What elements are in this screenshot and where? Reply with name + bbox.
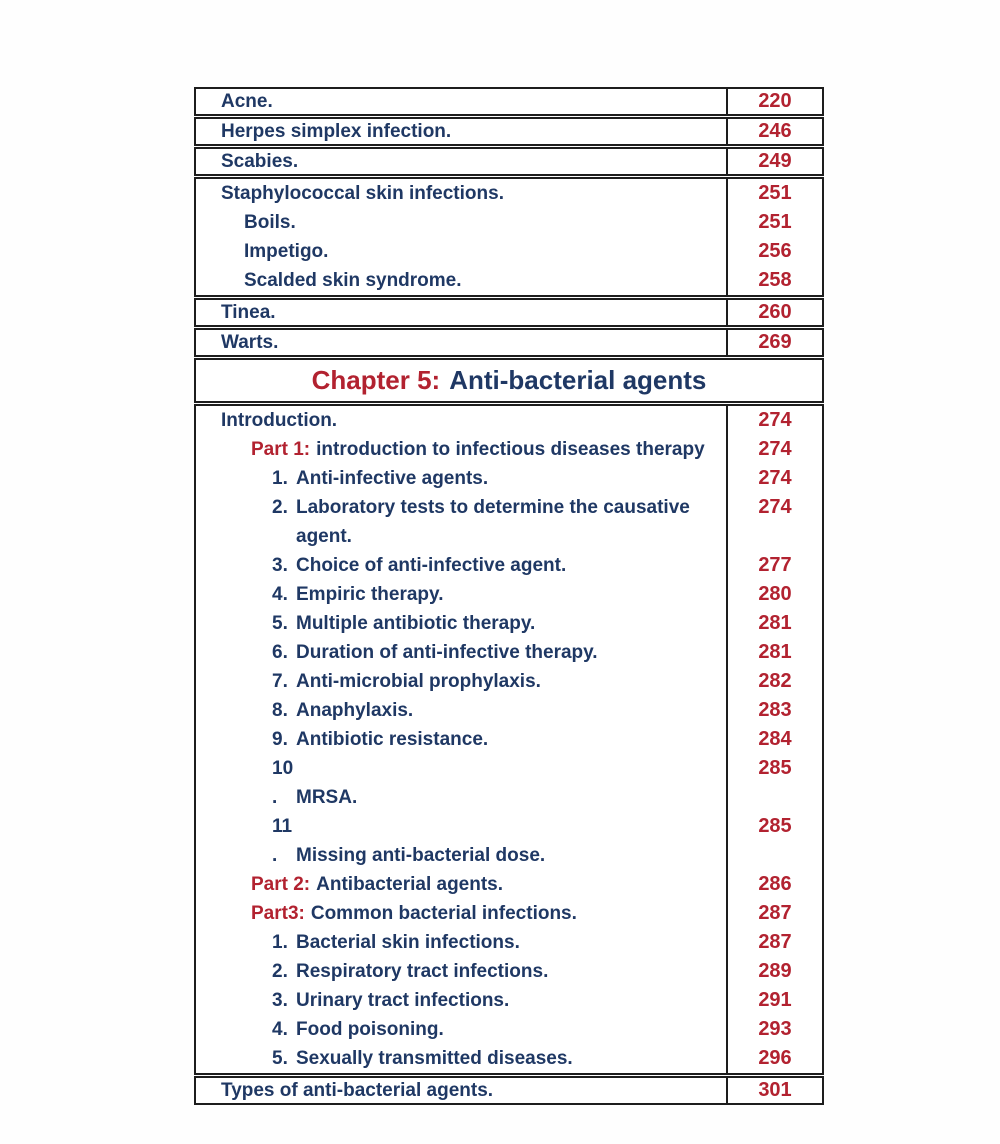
entry-page-cell (726, 957, 822, 986)
toc-entry (196, 812, 822, 870)
entry-title (196, 89, 726, 114)
toc-entry (196, 208, 822, 237)
entry-page-cell (726, 725, 822, 754)
toc-entry (196, 638, 822, 667)
entry-page-cell (726, 435, 822, 464)
toc-entry (196, 464, 822, 493)
entry-page-cell (726, 208, 822, 237)
part-label: Part 2: (251, 874, 311, 895)
entry-page-number: 274 (758, 409, 792, 431)
entry-page-number: 293 (758, 1018, 792, 1040)
entry-page-cell (726, 580, 822, 609)
toc-entry (196, 928, 822, 957)
entry-title (196, 986, 726, 1015)
entry-title-text: Antibacterial agents. (316, 874, 504, 895)
entry-page-cell (726, 406, 822, 435)
entry-page-cell (726, 493, 822, 551)
entry-title (196, 406, 726, 435)
entry-page-cell (726, 609, 822, 638)
part-label: Part 1: (251, 439, 311, 460)
entry-title-text: Bacterial skin infections. (296, 932, 520, 953)
entry-page-cell (726, 638, 822, 667)
entry-title-text: Impetigo. (244, 241, 329, 262)
entry-title-text: Missing anti-bacterial dose. (296, 845, 546, 866)
entry-title-text: Types of anti-bacterial agents. (221, 1080, 494, 1101)
entry-page-cell (726, 149, 822, 174)
entry-title (196, 580, 726, 609)
toc-entry (196, 266, 822, 295)
entry-page-cell (726, 696, 822, 725)
entry-title-text: Scalded skin syndrome. (244, 270, 462, 291)
entry-page-number: 285 (758, 815, 792, 837)
item-number: 9. (272, 729, 288, 750)
entry-page-number: 286 (758, 873, 792, 895)
entry-title (196, 149, 726, 174)
item-number: 5. (272, 1048, 288, 1069)
entry-page-cell (726, 464, 822, 493)
toc-row (194, 1076, 824, 1105)
entry-title (196, 870, 726, 899)
toc-row (194, 298, 824, 327)
chapter-heading-row (194, 358, 824, 403)
entry-title (196, 208, 726, 237)
toc-row (194, 87, 824, 116)
entry-page-cell (726, 1015, 822, 1044)
toc-entry (196, 119, 822, 144)
entry-title-text: Warts. (221, 332, 279, 353)
toc-entry (196, 237, 822, 266)
entry-title (196, 696, 726, 725)
entry-title-text: Sexually transmitted diseases. (296, 1048, 573, 1069)
entry-page-cell (726, 551, 822, 580)
entry-page-number: 281 (758, 641, 792, 663)
entry-page-number: 251 (758, 211, 792, 233)
entry-title-text: MRSA. (296, 787, 358, 808)
entry-title (196, 899, 726, 928)
item-number: 3. (272, 990, 288, 1011)
item-number: 2. (272, 497, 288, 518)
entry-title (196, 179, 726, 208)
entry-title-text: Urinary tract infections. (296, 990, 510, 1011)
entry-title-text: Duration of anti-infective therapy. (296, 642, 598, 663)
toc-entry (196, 300, 822, 325)
entry-page-number: 285 (758, 757, 792, 779)
entry-page-cell (726, 899, 822, 928)
entry-title-text: Respiratory tract infections. (296, 961, 549, 982)
entry-page-number: 260 (758, 301, 792, 323)
toc-entry (196, 870, 822, 899)
entry-title (196, 638, 726, 667)
entry-page-cell (726, 812, 822, 870)
entry-title (196, 435, 726, 464)
entry-title-text: Anti-infective agents. (296, 468, 489, 489)
entry-title (196, 1044, 726, 1073)
item-number: 11. (272, 816, 293, 866)
entry-page-cell (726, 1078, 822, 1103)
entry-title-text: Choice of anti-infective agent. (296, 555, 567, 576)
entry-title-text: Scabies. (221, 151, 299, 172)
toc-entry (196, 330, 822, 355)
toc-row (194, 147, 824, 176)
entry-title-text: Food poisoning. (296, 1019, 444, 1040)
toc-entry (196, 580, 822, 609)
toc-entry (196, 1078, 822, 1103)
chapter-label: Chapter 5: (311, 365, 441, 395)
entry-title (196, 667, 726, 696)
toc-entry (196, 89, 822, 114)
entry-title-text: Boils. (244, 212, 296, 233)
entry-page-cell (726, 1044, 822, 1073)
toc-entry (196, 725, 822, 754)
entry-page-number: 296 (758, 1047, 792, 1069)
entry-page-cell (726, 300, 822, 325)
entry-title-text: Tinea. (221, 302, 276, 323)
entry-page-number: 287 (758, 902, 792, 924)
entry-page-cell (726, 754, 822, 812)
toc-entry (196, 493, 822, 551)
toc-entry (196, 754, 822, 812)
table-of-contents (194, 87, 824, 1106)
toc-entry (196, 149, 822, 174)
entry-title-text: Herpes simplex infection. (221, 121, 452, 142)
entry-page-cell (726, 89, 822, 114)
item-number: 5. (272, 613, 288, 634)
entry-page-number: 256 (758, 240, 792, 262)
entry-title-text: Empiric therapy. (296, 584, 444, 605)
entry-title (196, 464, 726, 493)
entry-page-cell (726, 330, 822, 355)
toc-entry (196, 1015, 822, 1044)
entry-title (196, 300, 726, 325)
entry-page-cell (726, 119, 822, 144)
entry-title (196, 330, 726, 355)
entry-page-number: 283 (758, 699, 792, 721)
item-number: 2. (272, 961, 288, 982)
entry-title-text: Introduction. (221, 410, 338, 431)
entry-title-text: Anti-microbial prophylaxis. (296, 671, 541, 692)
entry-page-number: 284 (758, 728, 792, 750)
entry-page-number: 220 (758, 90, 792, 112)
toc-row (194, 328, 824, 357)
entry-page-number: 282 (758, 670, 792, 692)
toc-row (194, 404, 824, 1075)
entry-page-cell (726, 986, 822, 1015)
entry-page-number: 289 (758, 960, 792, 982)
entry-title (196, 754, 726, 812)
entry-title (196, 266, 726, 295)
toc-row (194, 177, 824, 297)
entry-page-number: 277 (758, 554, 792, 576)
toc-entry (196, 406, 822, 435)
entry-title (196, 928, 726, 957)
entry-title-text: Antibiotic resistance. (296, 729, 489, 750)
toc-entry (196, 667, 822, 696)
entry-title-text: introduction to infectious diseases therapy (316, 439, 705, 460)
toc-entry (196, 899, 822, 928)
entry-page-number: 291 (758, 989, 792, 1011)
toc-entry (196, 551, 822, 580)
chapter-title: Anti-bacterial agents (449, 365, 707, 395)
entry-page-number: 281 (758, 612, 792, 634)
item-number: 6. (272, 642, 288, 663)
entry-page-number: 274 (758, 496, 792, 518)
item-number: 8. (272, 700, 288, 721)
entry-title-text: Laboratory tests to determine the causative agent. (296, 497, 690, 547)
entry-page-cell (726, 179, 822, 208)
entry-page-number: 258 (758, 269, 792, 291)
toc-entry (196, 435, 822, 464)
entry-title (196, 119, 726, 144)
entry-page-number: 246 (758, 120, 792, 142)
entry-title (196, 1078, 726, 1103)
chapter-heading (196, 360, 822, 401)
entry-title-text: Multiple antibiotic therapy. (296, 613, 536, 634)
item-number: 10. (272, 758, 294, 808)
entry-page-number: 287 (758, 931, 792, 953)
toc-entry (196, 179, 822, 208)
part-label: Part3: (251, 903, 305, 924)
entry-title-text: Anaphylaxis. (296, 700, 414, 721)
entry-title (196, 493, 726, 551)
entry-page-cell (726, 266, 822, 295)
entry-title (196, 551, 726, 580)
entry-page-cell (726, 237, 822, 266)
toc-row (194, 117, 824, 146)
item-number: 7. (272, 671, 288, 692)
toc-entry (196, 696, 822, 725)
entry-page-cell (726, 928, 822, 957)
entry-page-cell (726, 667, 822, 696)
entry-title (196, 1015, 726, 1044)
item-number: 1. (272, 932, 288, 953)
item-number: 1. (272, 468, 288, 489)
toc-entry (196, 1044, 822, 1073)
entry-title (196, 237, 726, 266)
entry-page-number: 249 (758, 150, 792, 172)
toc-entry (196, 957, 822, 986)
entry-page-number: 274 (758, 438, 792, 460)
entry-page-number: 301 (758, 1079, 792, 1101)
entry-title (196, 609, 726, 638)
entry-page-number: 269 (758, 331, 792, 353)
toc-entry (196, 609, 822, 638)
entry-page-number: 251 (758, 182, 792, 204)
entry-page-number: 280 (758, 583, 792, 605)
item-number: 4. (272, 584, 288, 605)
entry-title-text: Staphylococcal skin infections. (221, 183, 504, 204)
entry-title-text: Common bacterial infections. (310, 903, 577, 924)
entry-title (196, 957, 726, 986)
entry-title (196, 812, 726, 870)
entry-page-number: 274 (758, 467, 792, 489)
item-number: 3. (272, 555, 288, 576)
entry-page-cell (726, 870, 822, 899)
item-number: 4. (272, 1019, 288, 1040)
toc-entry (196, 986, 822, 1015)
entry-title (196, 725, 726, 754)
entry-title-text: Acne. (221, 91, 273, 112)
